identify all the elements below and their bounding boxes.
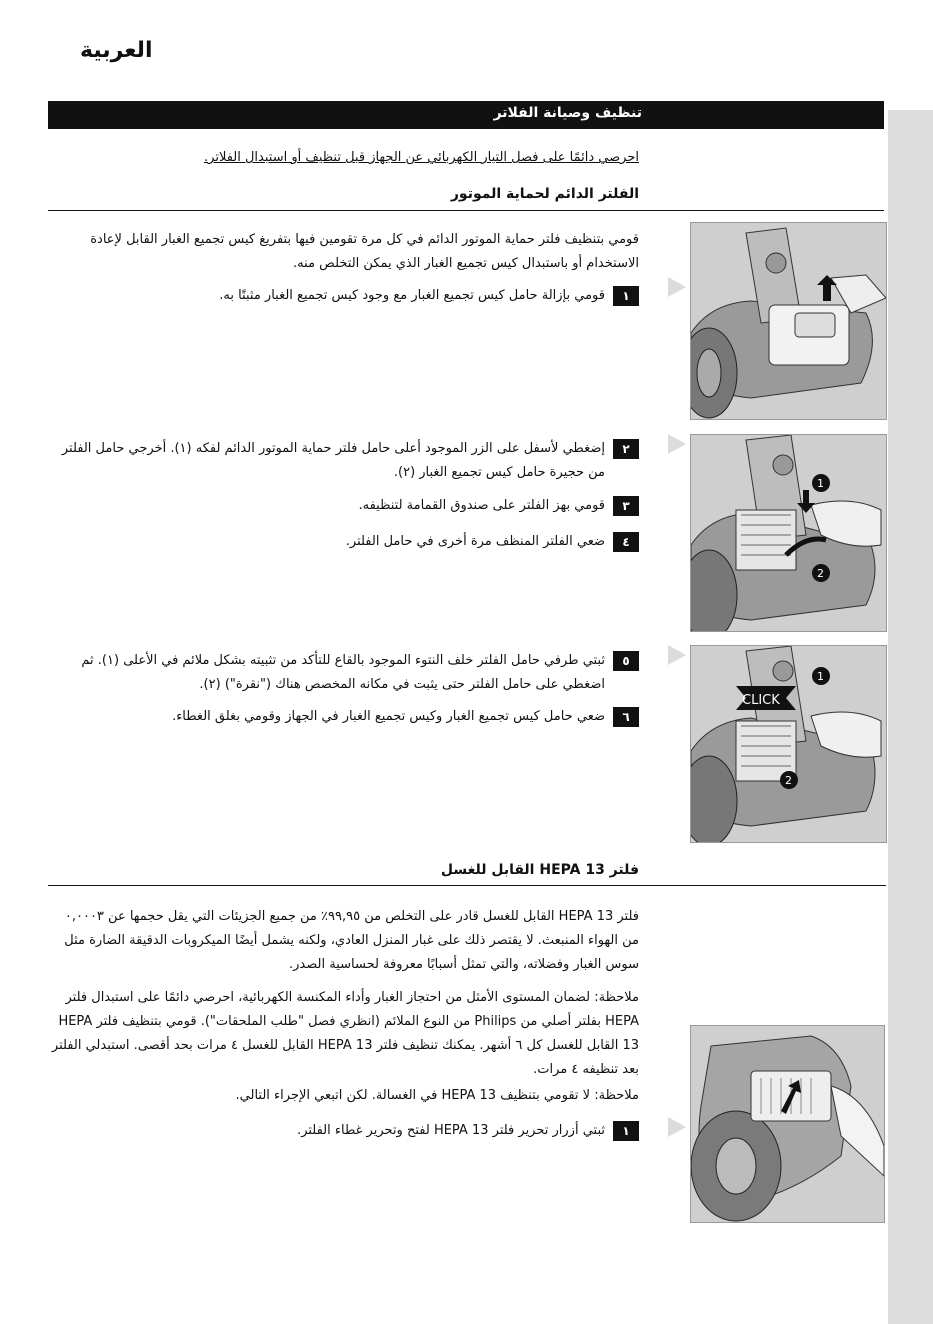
section-title: تنظيف وصيانة الفلاتر	[493, 105, 642, 121]
illustration-click-filter	[690, 645, 887, 843]
divider	[48, 210, 884, 211]
divider	[48, 885, 886, 886]
hepa-para-2: ملاحظة: لضمان المستوى الأمثل من احتجاز الغبار وأداء المكنسة الكهربائية، احرصي دائمًا على استبدال فلتر HEPA بفلتر أصلي من Philips من النوع الملائم (انظري فصل "طلب الملحقات"). قومي بتنظيف فلتر HEPA 13 القابل للغسل كل ٦ أشهر. يمكنك تنظيف فلتر HEPA 13 القابل للغسل ٤ مرات بحد أقصى. استبدلي الفلتر بعد تنظيفه ٤ مرات.	[51, 990, 639, 1077]
hepa-para-3: ملاحظة: لا تقومي بتنظيف HEPA 13 في الغسالة. لكن اتبعي الإجراء التالي.	[235, 1088, 639, 1103]
motor-filter-heading: الفلتر الدائم لحماية الموتور	[450, 186, 639, 202]
step-number: ٦	[613, 707, 639, 727]
pointer-triangle	[668, 1117, 686, 1137]
step-number: ١	[613, 1121, 639, 1141]
step-number: ٥	[613, 651, 639, 671]
side-tab-panel	[888, 110, 933, 1324]
step-text: ثبتي طرفي حامل الفلتر خلف النتوء الموجود بالقاع للتأكد من تثبيته بشكل ملائم في الأعلى (١). ثم اضغطي على حامل الفلتر حتى يثبت في مكانه المخصص هناك ("نقرة") (٢).	[81, 653, 605, 692]
safety-warning: احرصي دائمًا على فصل التيار الكهربائي عن الجهاز قبل تنظيف أو استبدال الفلاتر.	[204, 150, 639, 165]
hepa-step-1	[49, 1119, 639, 1143]
step-2	[49, 437, 639, 485]
step-3	[49, 494, 639, 518]
step-number: ٢	[613, 439, 639, 459]
callout-2: 2	[785, 774, 792, 787]
step-4	[49, 530, 639, 554]
callout-2: 2	[817, 567, 824, 580]
hepa-para-1: فلتر HEPA 13 القابل للغسل قادر على التخلص من ٩٩,٩٥٪ من جميع الجزيئات التي يقل حجمها عن ٠,٠٠٠٣ من الهواء المنبعث. لا يقتصر ذلك على غبار المنزل العادي، ولكنه يشمل أيضًا الميكروبات الدقيقة الضارة مثل سوس الغبار وفضلاته، والتي تمثل أسبابًا معروفة لحساسية الصدر.	[64, 909, 639, 972]
pointer-triangle	[668, 434, 686, 454]
section-title-bar	[48, 101, 884, 129]
callout-1: 1	[817, 670, 824, 683]
vacuum-click-filter-icon	[691, 646, 886, 842]
language-header: العربية	[80, 38, 153, 63]
step-5	[49, 649, 639, 697]
step-text: ضعي حامل كيس تجميع الغبار وكيس تجميع الغبار في الجهاز وقومي بغلق الغطاء.	[172, 709, 605, 724]
vacuum-release-filter-icon	[691, 435, 886, 631]
vacuum-hepa-release-icon	[691, 1026, 884, 1222]
step-text: قومي بإزالة حامل كيس تجميع الغبار مع وجود كيس تجميع الغبار مثبتًا به.	[219, 288, 605, 303]
step-number: ٣	[613, 496, 639, 516]
click-label: CLICK	[742, 693, 780, 708]
callout-1: 1	[817, 477, 824, 490]
step-text: قومي بهز الفلتر على صندوق القمامة لتنظيفه.	[358, 498, 605, 513]
step-number: ٤	[613, 532, 639, 552]
step-text: إضغطي لأسفل على الزر الموجود أعلى حامل فلتر حماية الموتور الدائم لفكه (١). أخرجي حامل الفلتر من حجيرة حامل كيس تجميع الغبار (٢).	[61, 441, 605, 480]
step-1	[49, 284, 639, 308]
illustration-release-filter	[690, 434, 887, 632]
step-text: ثبتي أزرار تحرير فلتر HEPA 13 لفتح وتحرير غطاء الفلتر.	[297, 1123, 605, 1138]
pointer-triangle	[668, 645, 686, 665]
illustration-remove-bag-holder	[690, 222, 887, 420]
pointer-triangle	[668, 277, 686, 297]
motor-filter-intro: قومي بتنظيف فلتر حماية الموتور الدائم في كل مرة تقومين فيها بتفريغ كيس تجميع الغبار القابل لإعادة الاستخدام أو باستبدال كيس تجميع الغبار الذي يمكن التخلص منه.	[90, 232, 639, 271]
illustration-hepa-release	[690, 1025, 885, 1223]
step-6	[49, 705, 639, 729]
vacuum-remove-bag-holder-icon	[691, 223, 886, 419]
hepa-heading: فلتر HEPA 13 القابل للغسل	[440, 862, 639, 878]
step-text: ضعي الفلتر المنظف مرة أخرى في حامل الفلتر.	[345, 534, 605, 549]
step-number: ١	[613, 286, 639, 306]
